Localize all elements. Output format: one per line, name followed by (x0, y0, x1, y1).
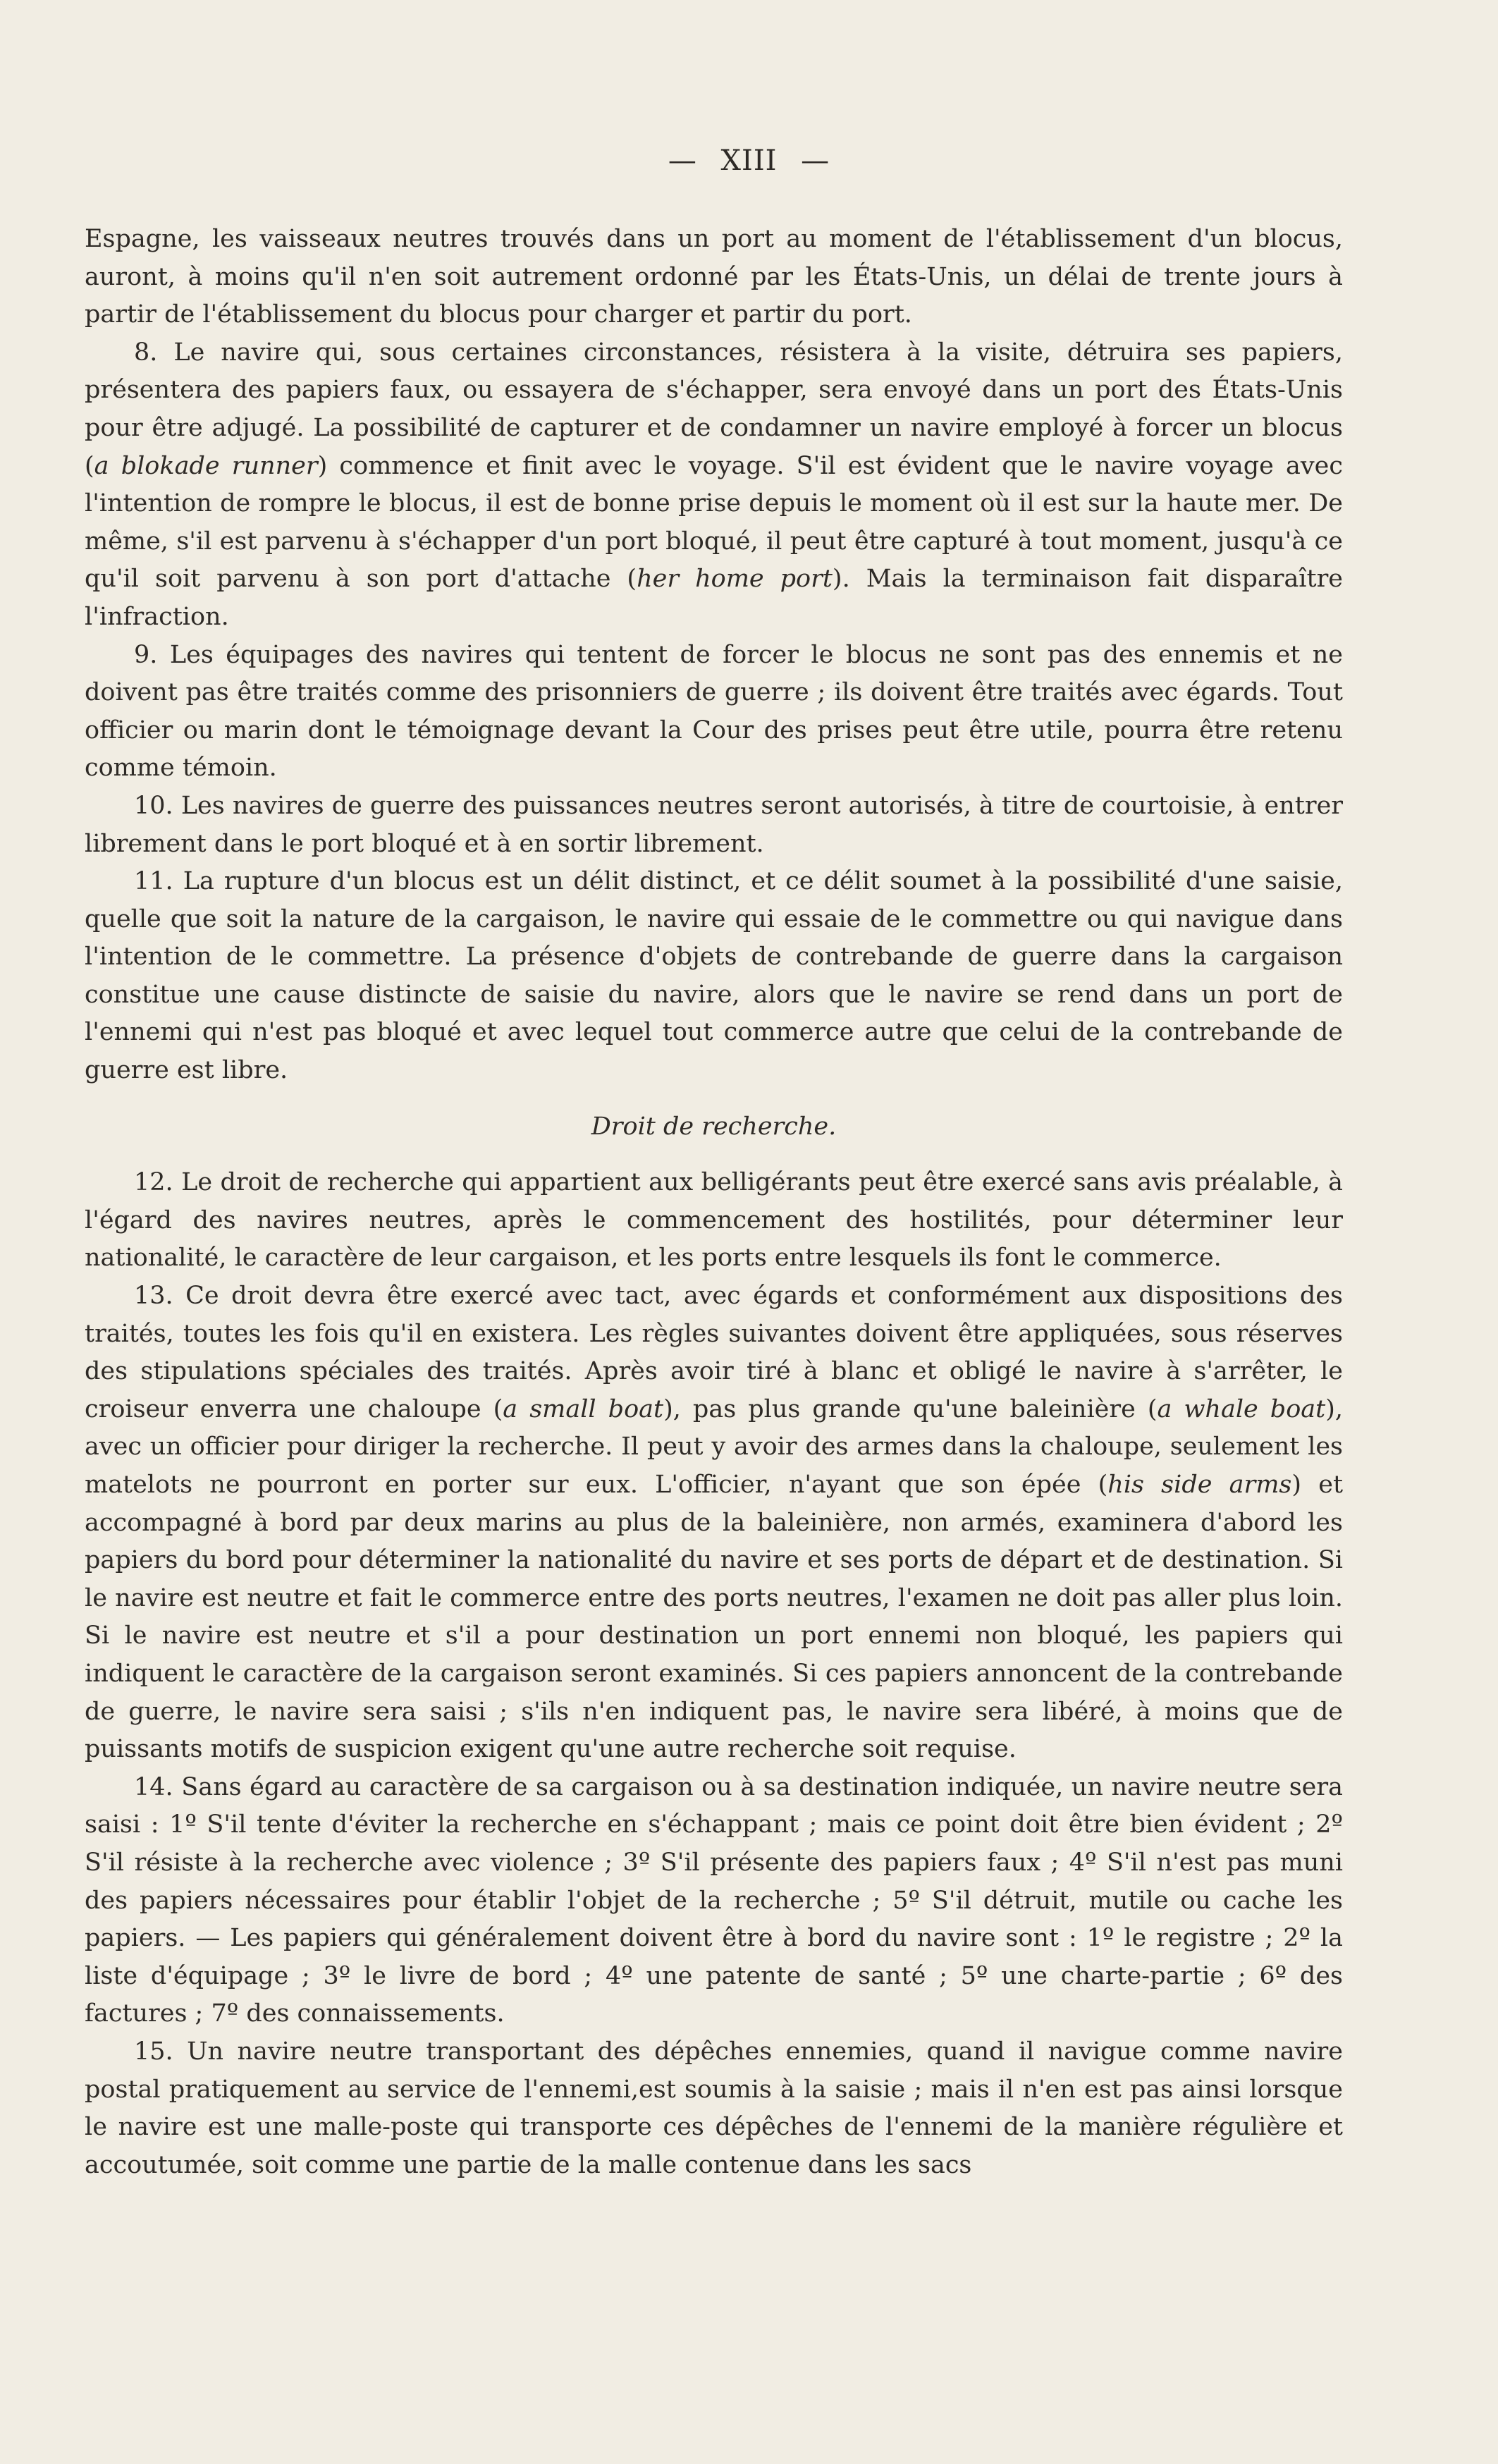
paragraph-text: Espagne, les vaisseaux neutres trouvés dans un port au moment de l'établissement d'un blocus, auront, à moins qu'il n'en soit autrement ordonné par les États-Unis, un délai de trente jours à partir de l'établissement du blocus pour charger et partir du port. (85, 225, 1343, 329)
article-13 (85, 1277, 1343, 1769)
article-14 (85, 1769, 1343, 2033)
article-text: Ce droit devra être exercé avec tact, avec égards et conformément aux dispositions des traités, toutes les fois qu'il en existera. Les règles suivantes doivent être appliquées, sous réserves des stipulations spéciales des traités. Après avoir tiré à blanc et obligé le navire à s'arrêter, le croiseur enverra une chaloupe ( (85, 1282, 1343, 1423)
article-12 (85, 1164, 1343, 1277)
article-text: Sans égard au caractère de sa cargaison ou à sa destination indiquée, un navire neutre sera saisi : 1º S'il tente d'éviter la recherche en s'échappant ; mais ce point doit être bien évident ; 2º S'il résiste à la recherche avec violence ; 3º S'il présente des papiers faux ; 4º S'il n'est pas muni des papiers nécessaires pour établir l'objet de la recherche ; 5º S'il détruit, mutile ou cache les papiers. — Les papiers qui généralement doivent être à bord du navire sont : 1º le registre ; 2º la liste d'équipage ; 3º le livre de bord ; 4º une patente de santé ; 5º une charte-partie ; 6º des factures ; 7º des connaissements. (85, 1772, 1343, 2028)
article-number: 9. (134, 640, 158, 669)
article-10 (85, 787, 1343, 863)
article-number: 11. (134, 867, 173, 896)
article-9 (85, 637, 1343, 787)
article-number: 14. (134, 1772, 173, 1801)
article-text: ). Mais la terminaison fait disparaître l'infraction. (85, 565, 1344, 631)
page-header (0, 145, 1498, 177)
header-dash-left: — (668, 145, 697, 177)
section-heading: Droit de recherche. (591, 1112, 837, 1141)
article-number: 12. (134, 1168, 173, 1197)
article-text: ) et accompagné à bord par deux marins au plus de la baleinière, non armés, examinera d'abord les papiers du bord pour déterminer la nationalité du navire et ses ports de départ et de destination. Si le navire est neutre et fait le commerce entre des ports neutres, l'examen ne doit pas aller plus loin. Si le navire est neutre et s'il a pour destination un port ennemi non bloqué, les papiers qui indiquent le caractère de la cargaison seront examinés. Si ces papiers annoncent de la contrebande de guerre, le navire sera saisi ; s'ils n'en indiquent pas, le navire sera libéré, à moins que de puissants motifs de suspicion exigent qu'une autre recherche soit requise. (85, 1471, 1344, 1764)
article-text: ), pas plus grande qu'une baleinière ( (663, 1395, 1158, 1423)
article-number: 13. (134, 1282, 173, 1311)
article-number: 10. (134, 791, 173, 820)
page-number: XIII (720, 145, 778, 177)
body-text (85, 221, 1343, 2184)
article-text: Le droit de recherche qui appartient aux belligérants peut être exercé sans avis préalable, à l'égard des navires neutres, après le commencement des hostilités, pour déterminer leur nationalité, le caractère de leur cargaison, et les ports entre lesquels ils font le commerce. (85, 1168, 1343, 1273)
article-number: 15. (134, 2037, 173, 2066)
article-text: Les navires de guerre des puissances neutres seront autorisés, à titre de courtoisie, à entrer librement dans le port bloqué et à en sortir librement. (85, 791, 1344, 858)
english-term: a blokade runner (94, 451, 318, 480)
english-term: her home port (637, 565, 833, 594)
article-text: Un navire neutre transportant des dépêches ennemies, quand il navigue comme navire postal pratiquement au service de l'ennemi,est soumis à la saisie ; mais il n'en est pas ainsi lorsque le navire est une malle-poste qui transporte ces dépêches de l'ennemi de la manière régulière et accoutumée, soit comme une partie de la malle contenue dans les sacs (85, 2037, 1343, 2179)
article-11 (85, 863, 1343, 1090)
article-text: La rupture d'un blocus est un délit distinct, et ce délit soumet à la possibilité d'une saisie, quelle que soit la nature de la cargaison, le navire qui essaie de le commettre ou qui navigue dans l'intention de le commettre. La présence d'objets de contrebande de guerre dans la cargaison constitue une cause distincte de saisie du navire, alors que le navire se rend dans un port de l'ennemi qui n'est pas bloqué et avec lequel tout commerce autre que celui de la contrebande de guerre est libre. (85, 867, 1343, 1085)
paragraph-continuation (85, 221, 1343, 334)
article-8 (85, 334, 1343, 637)
article-number: 8. (134, 338, 158, 367)
article-text: Les équipages des navires qui tentent de forcer le blocus ne sont pas des ennemis et ne doivent pas être traités comme des prisonniers de guerre ; ils doivent être traités avec égards. Tout officier ou marin dont le témoignage devant la Cour des prises peut être utile, pourra être retenu comme témoin. (85, 640, 1343, 783)
english-term: his side arms (1107, 1471, 1292, 1499)
article-text: Le navire qui, sous certaines circonstances, résistera à la visite, détruira ses papiers, présentera des papiers faux, ou essayera de s'échapper, sera envoyé dans un port des États-Unis pour être adjugé. La possibilité de capturer et de condamner un navire employé à forcer un blocus ( (85, 338, 1343, 480)
header-dash-right: — (801, 145, 830, 177)
english-term: a small boat (503, 1395, 664, 1423)
article-text: ) commence et finit avec le voyage. S'il est évident que le navire voyage avec l'intention de rompre le blocus, il est de bonne prise depuis le moment où il est sur la haute mer. De même, s'il est parvenu à s'échapper d'un port bloqué, il peut être capturé à tout moment, jusqu'à ce qu'il soit parvenu à son port d'attache ( (85, 451, 1343, 594)
english-term: a whale boat (1157, 1395, 1326, 1423)
article-text: ), avec un officier pour diriger la recherche. Il peut y avoir des armes dans la chaloupe, seulement les matelots ne pourront en porter sur eux. L'officier, n'ayant que son épée ( (85, 1395, 1343, 1499)
article-15 (85, 2033, 1343, 2184)
